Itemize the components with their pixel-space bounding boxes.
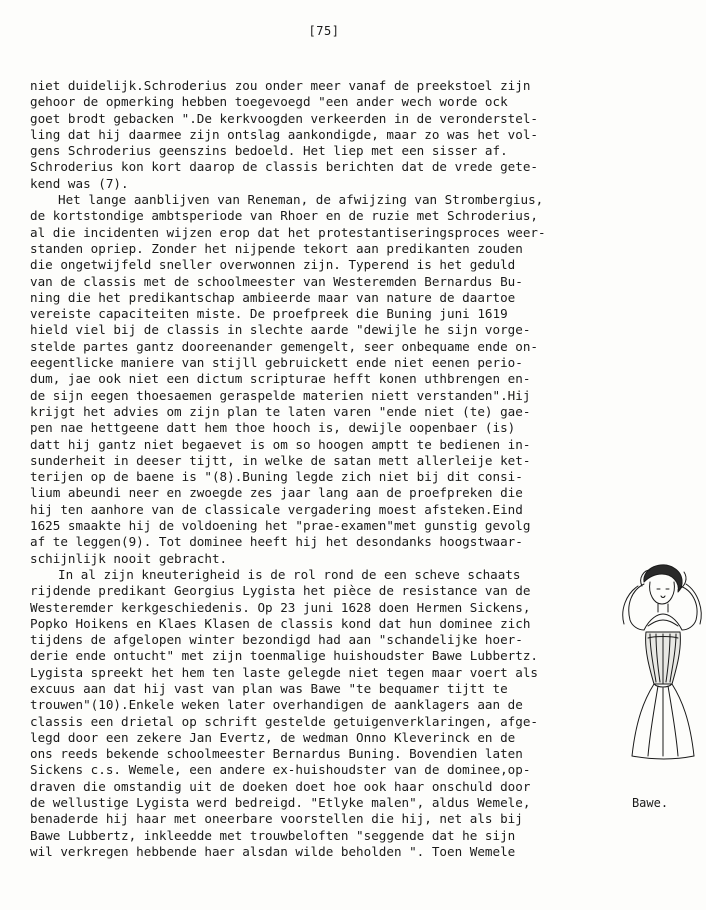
text-line: sunderheit in deeser tijtt, in welke de satan mett allerleije ket-: [30, 452, 531, 468]
text-line: ons reeds bekende schoolmeester Bernardus Buning. Bovendien laten: [30, 746, 523, 762]
text-line: gehoor de opmerking hebben toegevoegd "een ander wech worde ock: [30, 94, 508, 110]
corset-woman-illustration: [614, 560, 706, 760]
text-line: dum, jae ook niet een dictum scripturae hefft konen uthbrengen en-: [30, 371, 531, 387]
text-line: vereiste capaciteiten miste. De proefpreek die Buning juni 1619: [30, 306, 508, 322]
text-line: eegentlicke maniere van stijll gebruickett ende niet eenen perio-: [30, 355, 523, 371]
text-line: de wellustige Lygista werd bedreigd. "Etlyke malen", aldus Wemele,: [30, 795, 531, 811]
text-line: al die incidenten wijzen erop dat het protestantiseringsproces weer-: [30, 224, 546, 240]
text-line: af te leggen(9). Tot dominee heeft hij het desondanks hoogstwaar-: [30, 534, 523, 550]
text-line: rijdende predikant Georgius Lygista het pièce de resistance van de: [30, 583, 531, 599]
body-text: [30, 78, 610, 860]
text-line: classis een drietal op schrift gestelde getuigenverklaringen, afge-: [30, 713, 538, 729]
text-line: lium abeundi neer en zwoegde zes jaar lang aan de proefpreken die: [30, 485, 523, 501]
text-line: hield viel bij de classis in slechte aarde "dewijle he sijn vorge-: [30, 322, 531, 338]
text-line: Schroderius kon kort daarop de classis berichten dat de vrede gete-: [30, 159, 538, 175]
figure-caption: Bawe.: [631, 796, 669, 810]
text-line: krijgt het advies om zijn plan te laten varen "ende niet (te) gae-: [30, 403, 531, 419]
text-line: trouwen"(10).Enkele weken later overhandigen de aanklagers aan de: [30, 697, 523, 713]
paragraph-1: [30, 78, 610, 192]
text-line: In al zijn kneuterigheid is de rol rond de een scheve schaats: [58, 566, 521, 582]
text-line: 1625 smaakte hij de voldoening het "prae-examen"met gunstig gevolg: [30, 518, 531, 534]
text-line: pen nae hettgeene datt hem thoe hooch is, dewijle oopenbaer (is): [30, 420, 516, 436]
text-line: Lygista spreekt het hem ten laste gelegde niet tegen maar voert als: [30, 664, 538, 680]
text-line: ning die het predikantschap ambieerde maar van nature de daartoe: [30, 289, 516, 305]
text-line: Westeremder kerkgeschiedenis. Op 23 juni 1628 doen Hermen Sickens,: [30, 599, 531, 615]
text-line: niet duidelijk.Schroderius zou onder meer vanaf de preekstoel zijn: [30, 78, 531, 93]
text-line: kend was (7).: [30, 175, 129, 191]
text-line: schijnlijk nooit gebracht.: [30, 550, 228, 566]
paragraph-3: [30, 567, 610, 860]
text-line: van de classis met de schoolmeester van Westeremden Bernardus Bu-: [30, 273, 523, 289]
text-line: legd door een zekere Jan Evertz, de wedman Onno Kleverinck en de: [30, 729, 516, 745]
text-line: goet brodt gebacken ".De kerkvoogden verkeerden in de veronderstel-: [30, 110, 538, 126]
text-line: wil verkregen hebbende haer alsdan wilde beholden ". Toen Wemele: [30, 843, 516, 859]
text-line: stelde partes gantz dooreenander gemengelt, seer onbequame ende on-: [30, 338, 538, 354]
page-number: [75]: [308, 24, 340, 38]
text-line: excuus aan dat hij vast van plan was Bawe "te bequamer tijtt te: [30, 680, 508, 696]
text-line: de kortstondige ambtsperiode van Rhoer en de ruzie met Schroderius,: [30, 208, 538, 224]
text-line: Bawe Lubbertz, inkleedde met trouwbeloften "seggende dat he sijn: [30, 827, 516, 843]
text-line: terijen op de baene is "(8).Buning legde zich niet bij dit consi-: [30, 469, 523, 485]
text-line: Popko Hoikens en Klaes Klasen de classis kond dat hun dominee zich: [30, 615, 531, 631]
text-line: ling dat hij daarmee zijn ontslag aankondigde, maar zo was het vol-: [30, 126, 538, 142]
text-line: benaderde hij haar met oneerbare voorstellen die hij, net als bij: [30, 811, 523, 827]
text-line: de sijn eegen thoesaemen geraspelde materien niett verstanden".Hij: [30, 387, 531, 403]
text-line: datt hij gantz niet begaevet is om so hoogen amptt te bedienen in-: [30, 436, 531, 452]
text-line: tijdens de afgelopen winter bezondigd had aan "schandelijke hoer-: [30, 632, 523, 648]
text-line: die ongetwijfeld sneller overwonnen zijn. Typerend is het geduld: [30, 257, 516, 273]
paragraph-2: [30, 192, 610, 567]
text-line: Het lange aanblijven van Reneman, de afwijzing van Strombergius,: [58, 192, 544, 208]
text-line: Sickens c.s. Wemele, een andere ex-huishoudster van de dominee,op-: [30, 762, 531, 778]
text-line: derie ende ontucht" met zijn toenmalige huishoudster Bawe Lubbertz.: [30, 648, 538, 664]
text-line: standen opriep. Zonder het nijpende tekort aan predikanten zouden: [30, 240, 523, 256]
text-line: gens Schroderius geenszins bedoeld. Het liep met een sisser af.: [30, 143, 508, 159]
text-line: draven die omstandig uit de doeken doet hoe ook haar onschuld door: [30, 778, 531, 794]
text-line: hij ten aanhore van de classicale vergadering moest afsteken.Eind: [30, 501, 523, 517]
